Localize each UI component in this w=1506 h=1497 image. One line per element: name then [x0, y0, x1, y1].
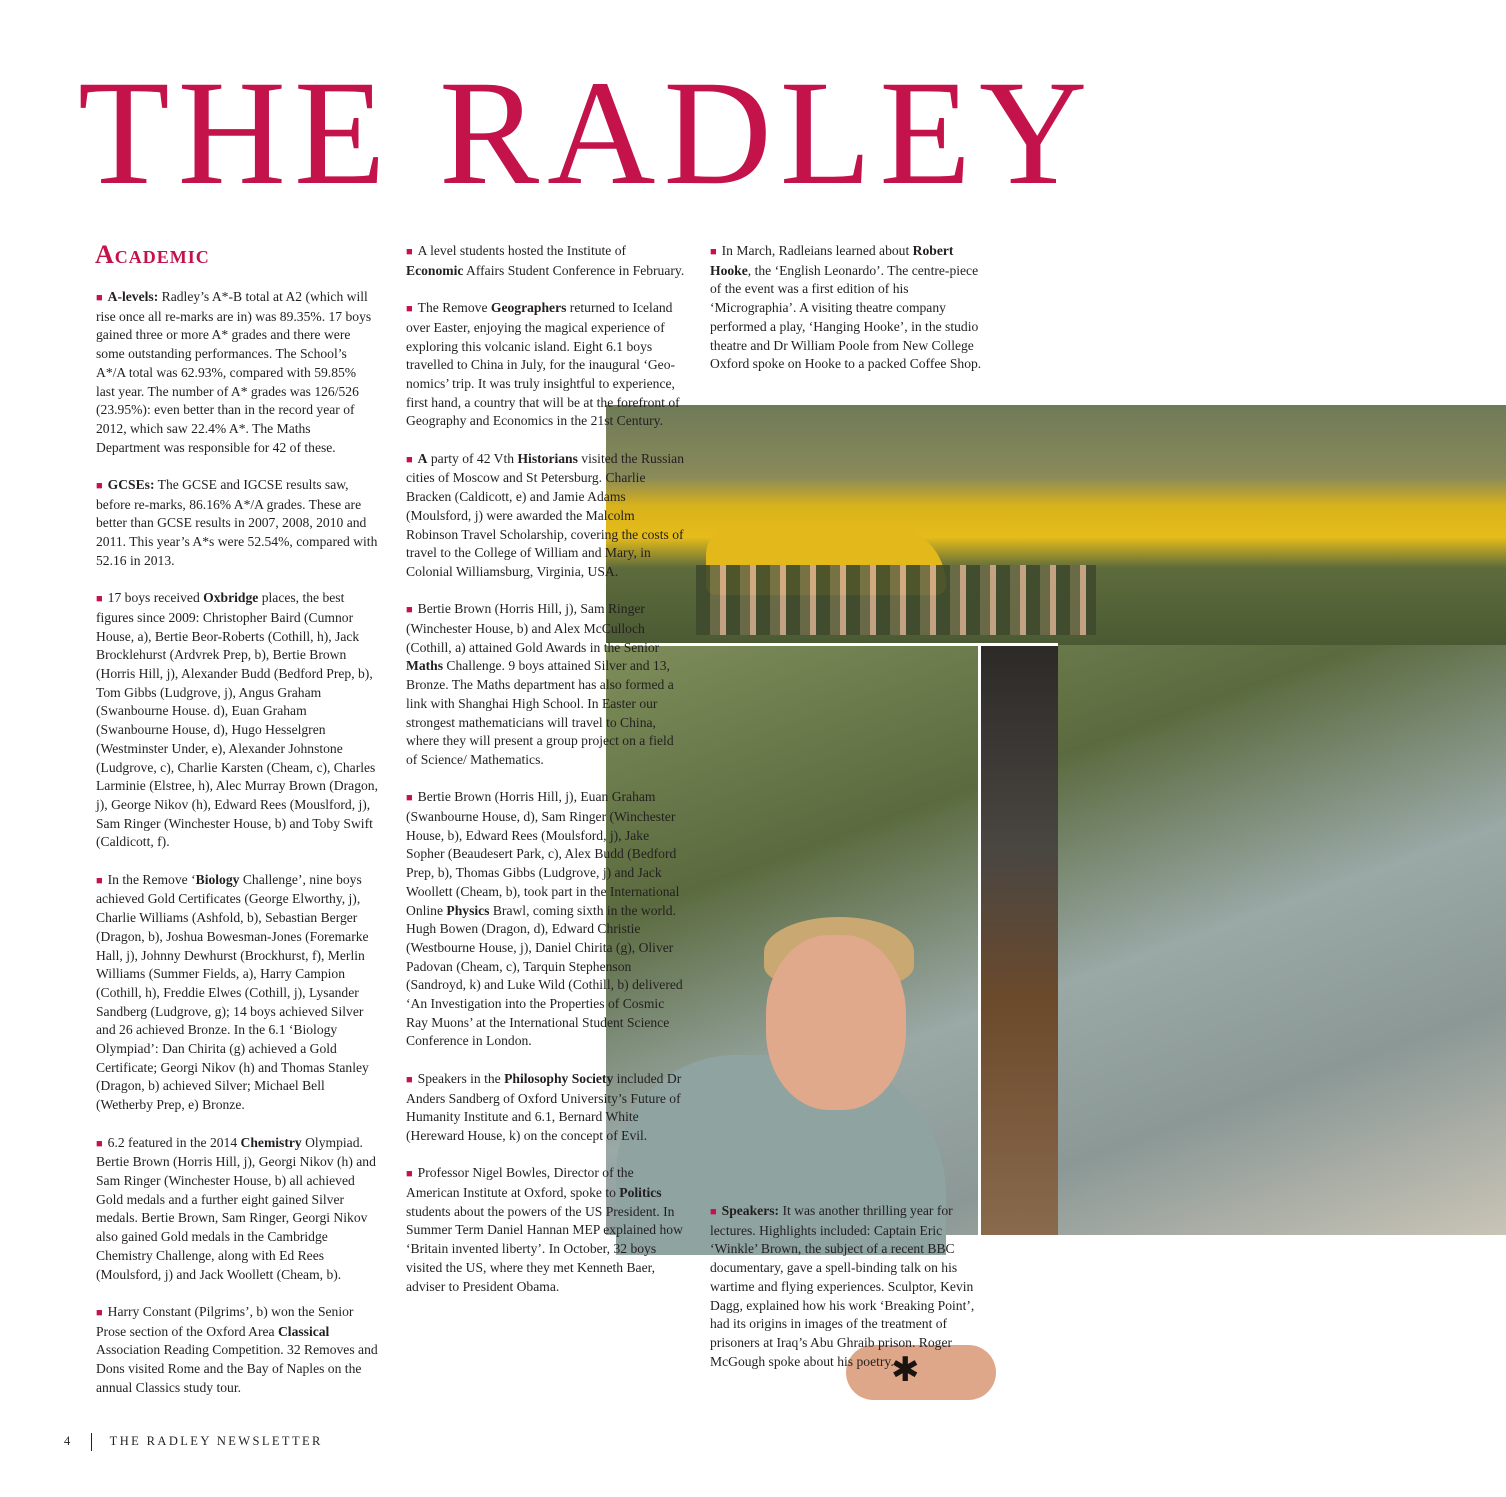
paragraph-text: The Remove [417, 300, 491, 316]
footer-separator [91, 1433, 92, 1451]
paragraph-text: Professor Nigel Bowles, Director of the American Institute at Oxford, spoke to [406, 1165, 634, 1201]
bold-keyword: Philosophy Society [504, 1070, 614, 1086]
paragraph-text: visited the Russian cities of Moscow and St Petersburg. Charlie Bracken (Caldicott, e) and Jamie Adams (Moulsford, j) were awarded the Malcolm Robinson Travel Scholarship, covering the costs of travel to the College of William and Mary, in Colonial Williamsburg, Virginia, USA. [406, 450, 685, 579]
bold-keyword: Biology [195, 871, 240, 887]
paragraph-text: In the Remove ‘ [107, 871, 196, 887]
paragraph [96, 1303, 378, 1398]
paragraph [406, 242, 686, 280]
paragraph-text: In March, Radleians learned about [721, 243, 913, 258]
paragraph-text: 6.2 featured in the 2014 [107, 1134, 241, 1150]
face-shape [766, 935, 906, 1110]
paragraph-text: A level students hosted the Institute of [417, 243, 627, 258]
bold-keyword: A [417, 450, 428, 466]
paragraph [406, 299, 686, 431]
square-bullet-icon: ■ [406, 604, 413, 617]
bold-keyword: Chemistry [240, 1134, 302, 1150]
bold-keyword: Classical [277, 1323, 330, 1339]
bold-keyword: A-levels: [107, 289, 159, 304]
paragraph-text: The GCSE and IGCSE results saw, before re-marks, 86.16% A*/A grades. These are better than GCSE results in 2007, 2008, 2010 and 2011. This year’s A*s were 52.54%, compared with 52.16 in 2013. [96, 477, 378, 568]
paragraph [96, 1134, 378, 1285]
paragraph-text: included Dr Anders Sandberg of Oxford University’s Future of Humanity Institute and 6.1, Bernard White (Hereward House, k) on the concept of Evil. [406, 1070, 682, 1143]
paragraph-text: Speakers in the [417, 1070, 505, 1086]
paragraph [406, 788, 686, 1051]
photo-divider-vertical [978, 645, 981, 1235]
square-bullet-icon: ■ [96, 874, 103, 887]
square-bullet-icon: ■ [406, 792, 413, 805]
square-bullet-icon: ■ [710, 1206, 717, 1218]
paragraph [96, 476, 378, 571]
square-bullet-icon: ■ [710, 246, 717, 258]
paragraph [96, 288, 378, 457]
square-bullet-icon: ■ [96, 593, 103, 606]
bold-keyword: Physics [446, 902, 490, 918]
square-bullet-icon: ■ [406, 1168, 413, 1181]
paragraph-text: Olympiad. Bertie Brown (Horris Hill, j), Georgi Nikov (h) and Sam Ringer (Winchester House, b) all achieved Gold medals and a further eight gained Silver medals. Bertie Brown, Sam Ringer, Georgi Nikov also gained Gold medals in the Cambridge Chemistry Challenge, along with Ed Rees (Moulsford, j) and Jack Woollett (Cheam, b). [96, 1134, 376, 1282]
square-bullet-icon: ■ [96, 1137, 103, 1150]
bold-keyword: Economic [406, 262, 464, 278]
square-bullet-icon: ■ [96, 292, 103, 304]
paragraph-text: Bertie Brown (Horris Hill, j), Sam Ringer (Winchester House, b) and Alex McCulloch (Cothill, a) attained Gold Awards in the Senior [406, 601, 660, 655]
square-bullet-icon: ■ [406, 246, 413, 258]
masthead-title: THE RADLEY [78, 50, 1096, 216]
paragraph-text: returned to Iceland over Easter, enjoying the magical experience of exploring this volcanic island. Eight 6.1 boys travelled to China in July, for the inaugural ‘Geo-nomics’ trip. It was truly insightful to experience, first hand, a country that will be at the forefront of Geography and Economics in the 21st Century. [406, 300, 680, 429]
paragraph [406, 1164, 686, 1296]
paragraph-text: , the ‘English Leonardo’. The centre-piece of the event was a first edition of his ‘Micrographia’. A visiting theatre company performed a play, ‘Hanging Hooke’, in the studio theatre and Dr William Poole from New College Oxford spoke on Hooke to a packed Coffee Shop. [710, 262, 982, 372]
column-2 [406, 242, 686, 1315]
paragraph-text: places, the best figures since 2009: Christopher Baird (Cumnor House, a), Bertie Beor-Roberts (Cothill, h), Jack Brocklehurst (Ardvrek Prep, b), Bertie Brown (Horris Hill, j), Alexander Budd (Bedford Prep, b), Tom Gibbs (Ludgrove, j), Angus Graham (Swanbourne House. d), Euan Graham (Swanbourne House, d), Hugo Hesselgren (Westminster Under, e), Alexander Johnstone (Ludgrove, c), Charlie Karsten (Cheam, c), Charles Larminie (Elstree, h), Alec Murray Brown (Dragon, j), George Nikov (h), Edward Rees (Mouslford, j), Sam Ringer (Winchester House, b) and Toby Swift (Caldicott, f). [96, 590, 378, 850]
paragraph-text: party of 42 Vth [427, 450, 518, 466]
paragraph-text: students about the powers of the US President. In Summer Term Daniel Hannan MEP explained how ‘Britain invented liberty’. In October, 32 boys visited the US, where they met Kenneth Baer, adviser to President Obama. [406, 1203, 683, 1294]
paragraph-text: Association Reading Competition. 32 Removes and Dons visited Rome and the Bay of Naples on the annual Classics study tour. [96, 1342, 378, 1395]
paragraph-text: Brawl, coming sixth in the world. Hugh Bowen (Dragon, d), Edward Christie (Westbourne House, j), Daniel Chirita (g), Oliver Padovan (Cheam, c), Tarquin Stephenson (Sandroyd, k) and Luke Wild (Cothill, b) delivered ‘An Investigation into the Properties of Cosmic Ray Muons’ at the International Student Science Conference in London. [406, 902, 683, 1049]
column-1 [96, 288, 378, 1416]
paragraph-text: Challenge’, nine boys achieved Gold Certificates (George Elworthy, j), Charlie Williams (Ashfold, b), Sebastian Berger (Dragon, b), Joshua Bowesman-Jones (Foremarke Hall, j), Johnny Dewhurst (Brockhurst, f), Merlin Williams (Summer Fields, a), Harry Campion (Cothill, h), Freddie Elwes (Cothill, j), Lysander Sandberg (Ludgrove, g); 14 boys achieved Silver and 26 achieved Bronze. In the 6.1 ‘Biology Olympiad’: Dan Chirita (g) achieved a Gold Certificate; Georgi Nikov (h) and Thomas Stanley (Dragon, b) achieved Silver; Michael Bell (Wetherby Prep, e) Bronze. [96, 871, 369, 1113]
paragraph [710, 1202, 990, 1371]
paragraph [96, 871, 378, 1115]
crowd-shape [696, 565, 1096, 635]
spider-icon: ✱ [891, 1352, 920, 1389]
bold-keyword: Speakers: [721, 1203, 780, 1218]
bold-keyword: GCSEs: [107, 477, 155, 493]
paragraph-text: Radley’s A*-B total at A2 (which will rise once all re-marks are in) was 89.35%. 17 boys gained three or more A* grades and there were some outstanding performances. The School’s A*/A total was 62.93%, compared with 59.85% last year. The number of A* grades was 126/526 (23.95%): even better than in the record year of 2012, which saw 22.4% A*. The Maths Department was responsible for 42 of these. [96, 289, 372, 455]
paragraph-text: Challenge. 9 boys attained Silver and 13, Bronze. The Maths department has also formed a link with Shanghai High School. In Easter our strongest mathematicians will travel to China, where they will present a group project on a field of Science/ Mathematics. [406, 658, 674, 767]
square-bullet-icon: ■ [96, 1306, 103, 1319]
paragraph [710, 242, 990, 374]
bold-keyword: Geographers [490, 300, 567, 316]
bold-keyword: Historians [517, 450, 578, 466]
bold-keyword: Maths [406, 658, 444, 674]
footer [64, 1433, 323, 1451]
square-bullet-icon: ■ [406, 1073, 413, 1086]
paragraph-text: Bertie Brown (Horris Hill, j), Euan Graham (Swanbourne House, d), Sam Ringer (Winchester House, b), Edward Rees (Moulsford, j), Jake Sopher (Beaudesert Park, c), Alex Budd (Bedford Prep, b), Thomas Gibbs (Ludgrove, j) and Jack Woollett (Cheam, b), took part in the International Online [406, 789, 680, 918]
section-title: Academic [95, 240, 210, 269]
bold-keyword: Oxbridge [203, 590, 259, 606]
paragraph [406, 450, 686, 582]
square-bullet-icon: ■ [406, 303, 413, 316]
publication-name: THE RADLEY NEWSLETTER [109, 1433, 323, 1448]
page-number: 4 [64, 1433, 73, 1448]
lecture-photo [978, 645, 1058, 1235]
column-3 [710, 242, 990, 1369]
paragraph [406, 600, 686, 769]
paragraph-text: 17 boys received [107, 590, 204, 606]
paragraph [96, 589, 378, 852]
paragraph [406, 1070, 686, 1146]
bold-keyword: Robert Hooke [710, 243, 954, 278]
group-photo [606, 405, 1506, 645]
square-bullet-icon: ■ [406, 453, 413, 466]
paragraph-text: Harry Constant (Pilgrims’, b) won the Senior Prose section of the Oxford Area [96, 1303, 354, 1339]
bold-keyword: Politics [619, 1185, 662, 1201]
square-bullet-icon: ■ [96, 480, 103, 493]
paragraph-text: It was another thrilling year for lectures. Highlights included: Captain Eric ‘Winkle’ Brown, the subject of a recent BBC documentary, gave a spell-binding talk on his wartime and flying experiences. Sculptor, Kevin Dagg, explained how his work ‘Breaking Point’, had its origins in images of the treatment of prisoners at Iraq’s Abu Ghraib prison. Roger McGough spoke about his poetry. [710, 1203, 975, 1369]
paragraph-text: Affairs Student Conference in February. [463, 262, 685, 278]
